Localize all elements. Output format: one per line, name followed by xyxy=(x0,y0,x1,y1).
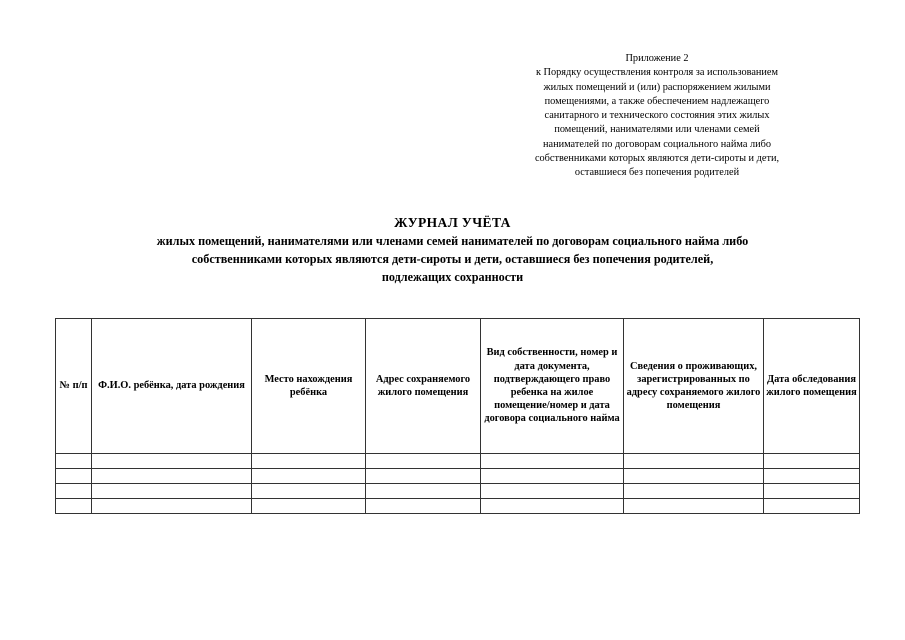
table-cell xyxy=(252,499,366,514)
table-cell xyxy=(366,469,481,484)
table-cell xyxy=(624,484,764,499)
table-cell xyxy=(366,484,481,499)
appendix-line: нанимателей по договорам социального найма либо xyxy=(543,138,771,150)
appendix-line: Приложение 2 xyxy=(625,53,689,64)
table-cell xyxy=(366,499,481,514)
subtitle-line: жилых помещений, нанимателями или членами семей нанимателей по договорам социального найма либо xyxy=(156,234,749,248)
appendix-line: помещений, нанимателями или членами семей xyxy=(554,124,760,136)
table-cell xyxy=(56,484,92,499)
table-cell xyxy=(764,469,860,484)
table-cell xyxy=(481,454,624,469)
table-row xyxy=(56,484,860,499)
table-header-row xyxy=(56,319,860,454)
table-cell xyxy=(481,499,624,514)
table-cell xyxy=(481,484,624,499)
appendix-line: собственниками которых являются дети-сироты и дети, xyxy=(534,153,780,165)
header-residents-info: Сведения о проживающих, зарегистрированных по адресу сохраняемого жилого помещения xyxy=(624,319,764,454)
table-cell xyxy=(56,469,92,484)
document-title: ЖУРНАЛ УЧЁТА xyxy=(394,215,511,230)
table-row xyxy=(56,499,860,514)
table-cell xyxy=(92,469,252,484)
table-cell xyxy=(366,454,481,469)
header-dwelling-address: Адрес сохраняемого жилого помещения xyxy=(366,319,481,454)
table-cell xyxy=(764,484,860,499)
table-cell xyxy=(252,484,366,499)
table-cell xyxy=(252,469,366,484)
subtitle-line: подлежащих сохранности xyxy=(381,270,524,284)
table-cell xyxy=(252,454,366,469)
table-cell xyxy=(92,499,252,514)
table-cell xyxy=(624,469,764,484)
table-cell xyxy=(92,484,252,499)
table-cell xyxy=(764,499,860,514)
header-child-location: Место нахождения ребёнка xyxy=(252,319,366,454)
table-cell xyxy=(481,469,624,484)
appendix-note xyxy=(497,52,817,181)
table-row xyxy=(56,469,860,484)
document-subtitle xyxy=(20,232,885,286)
appendix-line: оставшиеся без попечения родителей xyxy=(574,167,740,179)
header-child-name-birthdate: Ф.И.О. ребёнка, дата рождения xyxy=(92,319,252,454)
header-number: № п/п xyxy=(56,319,92,454)
journal-table xyxy=(55,318,860,514)
header-inspection-date: Дата обследования жилого помещения xyxy=(764,319,860,454)
subtitle-line: собственниками которых являются дети-сироты и дети, оставшиеся без попечения родителей, xyxy=(191,252,714,266)
table-cell xyxy=(624,454,764,469)
table-row xyxy=(56,454,860,469)
appendix-line: санитарного и технического состояния этих жилых xyxy=(544,110,770,122)
appendix-line: помещениями, а также обеспечением надлежащего xyxy=(544,95,770,107)
table-cell xyxy=(56,499,92,514)
appendix-line: жилых помещений и (или) распоряжением жилыми xyxy=(543,81,771,93)
table-cell xyxy=(92,454,252,469)
header-ownership-document: Вид собственности, номер и дата документа, подтверждающего право ребенка на жилое помещение/номер и дата договора социального найма xyxy=(481,319,624,454)
table-cell xyxy=(624,499,764,514)
appendix-line: к Порядку осуществления контроля за использованием xyxy=(535,67,779,79)
table-cell xyxy=(764,454,860,469)
table-cell xyxy=(56,454,92,469)
